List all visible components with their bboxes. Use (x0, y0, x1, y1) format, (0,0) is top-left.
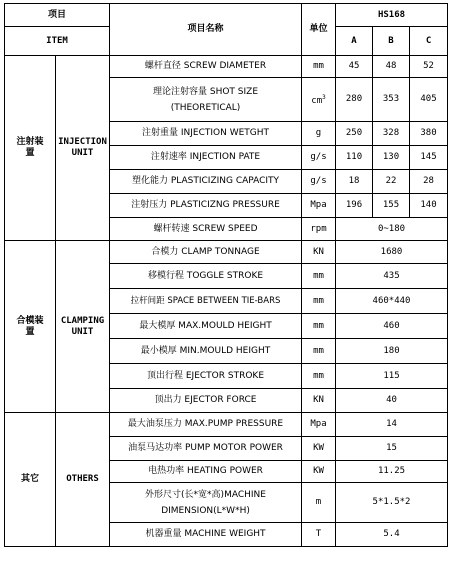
row-unit: g/s (302, 146, 336, 170)
row-name: 塑化能力 PLASTICIZING CAPACITY (110, 170, 302, 194)
header-col-c: C (410, 27, 448, 56)
row-name: 顶出行程 EJECTOR STROKE (110, 364, 302, 389)
table-row (5, 56, 448, 78)
row-name: 合模力 CLAMP TONNAGE (110, 241, 302, 264)
row-name (110, 78, 302, 122)
header-item-cn: 项目 (5, 4, 110, 27)
row-name (110, 483, 302, 523)
category-others-en: OTHERS (56, 413, 110, 547)
row-name: 移模行程 TOGGLE STROKE (110, 264, 302, 289)
row-unit: mm (302, 339, 336, 364)
row-unit: KN (302, 241, 336, 264)
row-name-line1: 外形尺寸(长*宽*高)MACHINE (145, 489, 266, 500)
row-name: 电热功率 HEATING POWER (110, 461, 302, 483)
row-unit: mm (302, 289, 336, 314)
row-value: 115 (336, 364, 448, 389)
row-value-c: 405 (410, 78, 448, 122)
category-injection-cn: 注射装置 (5, 56, 56, 241)
row-value-c: 145 (410, 146, 448, 170)
row-unit: KW (302, 461, 336, 483)
row-value: 5*1.5*2 (336, 483, 448, 523)
header-model: HS168 (336, 4, 448, 27)
row-value-b: 48 (373, 56, 410, 78)
row-value: 5.4 (336, 523, 448, 547)
row-name: 注射重量 INJECTION WETGHT (110, 122, 302, 146)
table-row (5, 413, 448, 437)
header-row-1 (5, 4, 448, 27)
row-unit: g/s (302, 170, 336, 194)
row-value: 180 (336, 339, 448, 364)
spec-table (4, 3, 448, 547)
row-unit: rpm (302, 218, 336, 241)
row-name: 最大模厚 MAX.MOULD HEIGHT (110, 314, 302, 339)
header-name-cn: 项目名称 (110, 4, 302, 56)
row-name: 拉杆间距 SPACE BETWEEN TIE-BARS (110, 289, 302, 314)
table-row (5, 241, 448, 264)
row-value-b: 130 (373, 146, 410, 170)
row-value-a: 196 (336, 194, 373, 218)
row-value-b: 328 (373, 122, 410, 146)
row-name: 注射速率 INJECTION PATE (110, 146, 302, 170)
row-value: 460*440 (336, 289, 448, 314)
row-value: 435 (336, 264, 448, 289)
row-unit: Mpa (302, 413, 336, 437)
row-value-b: 22 (373, 170, 410, 194)
category-clamping-cn: 合模装置 (5, 241, 56, 413)
row-name-line1: 理论注射容量 SHOT SIZE (153, 86, 259, 97)
row-unit: T (302, 523, 336, 547)
row-value-a: 250 (336, 122, 373, 146)
row-value-a: 280 (336, 78, 373, 122)
row-value-c: 380 (410, 122, 448, 146)
row-value-c: 28 (410, 170, 448, 194)
header-item-en: ITEM (5, 27, 110, 56)
row-unit: KW (302, 437, 336, 461)
row-unit: Mpa (302, 194, 336, 218)
row-name: 最大油泵压力 MAX.PUMP PRESSURE (110, 413, 302, 437)
row-name: 油泵马达功率 PUMP MOTOR POWER (110, 437, 302, 461)
row-name-line2: (THEORETICAL) (170, 102, 241, 113)
header-unit-cn: 单位 (302, 4, 336, 56)
row-value-a: 110 (336, 146, 373, 170)
row-value: 0~180 (336, 218, 448, 241)
row-name: 最小模厚 MIN.MOULD HEIGHT (110, 339, 302, 364)
row-unit: g (302, 122, 336, 146)
category-injection-en: INJECTION UNIT (56, 56, 110, 241)
row-name: 顶出力 EJECTOR FORCE (110, 389, 302, 413)
row-value-c: 52 (410, 56, 448, 78)
row-value: 460 (336, 314, 448, 339)
row-value-b: 155 (373, 194, 410, 218)
row-value: 15 (336, 437, 448, 461)
row-unit: $cm^3$ (302, 78, 336, 122)
row-name: 螺杆转速 SCREW SPEED (110, 218, 302, 241)
row-value: 14 (336, 413, 448, 437)
row-unit: mm (302, 314, 336, 339)
row-value-c: 140 (410, 194, 448, 218)
row-unit: m (302, 483, 336, 523)
row-unit: KN (302, 389, 336, 413)
row-unit: mm (302, 56, 336, 78)
row-name: 螺杆直径 SCREW DIAMETER (110, 56, 302, 78)
row-value-a: 45 (336, 56, 373, 78)
category-clamping-en: CLAMPING UNIT (56, 241, 110, 413)
header-col-b: B (373, 27, 410, 56)
header-col-a: A (336, 27, 373, 56)
row-unit: mm (302, 364, 336, 389)
row-unit: mm (302, 264, 336, 289)
category-others-cn: 其它 (5, 413, 56, 547)
row-name: 机器重量 MACHINE WEIGHT (110, 523, 302, 547)
row-value-b: 353 (373, 78, 410, 122)
row-name-line2: DIMENSION(L*W*H) (161, 505, 250, 516)
row-value: 11.25 (336, 461, 448, 483)
row-value: 40 (336, 389, 448, 413)
row-value-a: 18 (336, 170, 373, 194)
row-name: 注射压力 PLASTICIZNG PRESSURE (110, 194, 302, 218)
row-value: 1680 (336, 241, 448, 264)
